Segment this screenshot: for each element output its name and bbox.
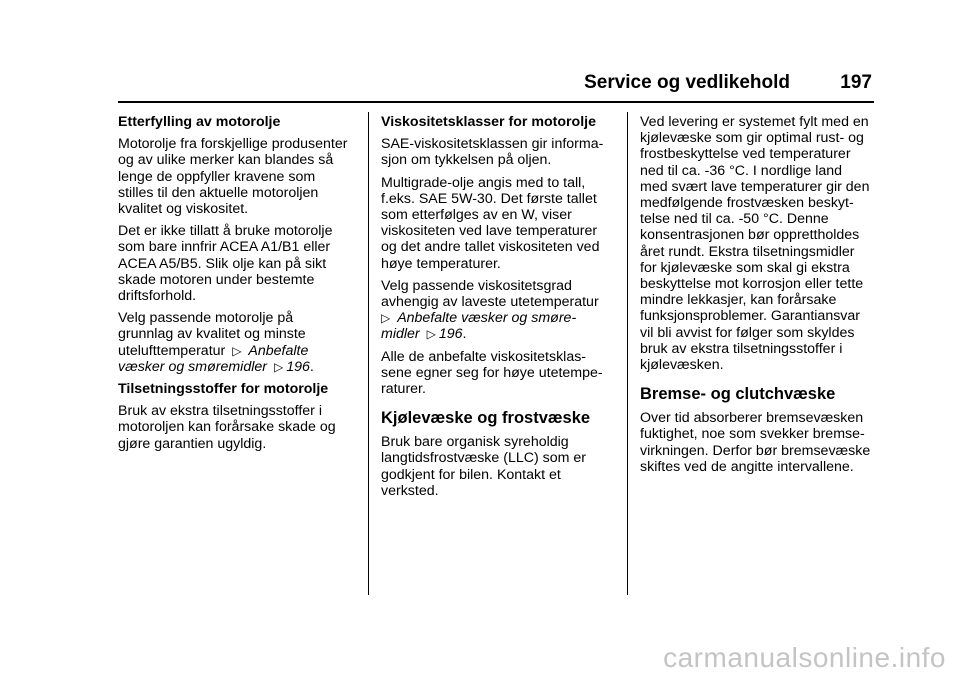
paragraph-oil-mixing: Motorolje fra forskjellige produsenter og av ulike merker kan blandes så lenge de oppfyller kravene som stilles til den aktuelle motoroljen kvalitet og viskositet.: [118, 136, 348, 218]
reference-arrow-icon: ▷: [426, 327, 436, 342]
reference-link[interactable]: væsker og smøremidler: [118, 358, 267, 375]
paragraph-sae: SAE-viskositetsklassen gir informa- sjon om tykkelsen på oljen.: [381, 136, 604, 169]
text-line: grunnlag av kvalitet og minste: [118, 326, 306, 343]
paragraph-acea: Det er ikke tillatt å bruke motorolje som bare innfrir ACEA A1/B1 eller ACEA A5/B5. Slik olje kan på sikt skade motoren under bestemte driftsforhold.: [118, 223, 333, 305]
reference-arrow-icon: ▷: [381, 311, 391, 326]
paragraph-coolant-delivery: Ved levering er systemet fylt med en kjølevæske som gir optimal rust- og frostbeskyttelse ved temperaturer ned til ca. -36 °C. I nordlige land med svært lave temperaturer gir den medfølgende frostvæsken beskyt- telse ned til ca. -50 °C. Denne konsentrasjonen bør opprettholdes året rundt. Ekstra tilsetningsmidler for kjølevæske som skal gi ekstra beskyttelse mot korrosjon eller tette mindre lekkasjer, kan forårsake funksjonsproblemer. Garantiansvar vil bli avvist for følger som skyldes bruk av ekstra tilsetningsstoffer i kjølevæsken.: [640, 114, 870, 374]
text-line: avhengig av laveste utetemperatur: [381, 294, 599, 311]
page-header-title: Service og vedlikehold: [584, 72, 790, 93]
paragraph-multigrade: Multigrade-olje angis med to tall, f.eks. SAE 5W-30. Det første tallet som etterfølges av en W, viser viskositeten ved lave temperaturer og det andre tallet viskositeten ved høye temperaturer.: [381, 174, 600, 272]
reference-arrow-icon: ▷: [232, 343, 242, 358]
heading-viscosity: Viskositetsklasser for motorolje: [381, 114, 597, 130]
column-2: [381, 114, 621, 505]
text-line: Velg passende motorolje på: [118, 310, 294, 327]
reference-page[interactable]: 196: [286, 358, 310, 375]
column-3: [640, 114, 880, 481]
paragraph-choose-viscosity: Velg passende viskositetsgrad avhengig av laveste utetemperatur ▷ Anbefalte væsker og smøre- midler ▷ 196.: [381, 277, 599, 343]
paragraph-all-viscosity: Alle de anbefalte viskositetsklas- sene egner seg for høye utetempe- raturer.: [381, 348, 603, 398]
heading-oil-top-up: Etterfylling av motorolje: [118, 114, 281, 130]
reference-page[interactable]: 196: [438, 326, 463, 343]
heading-brake-fluid: Bremse- og clutchvæske: [640, 385, 836, 404]
paragraph-choose-oil: Velg passende motorolje på grunnlag av kvalitet og minste utelufttemperatur ▷ Anbefalte væsker og smøremidler ▷ 196.: [118, 310, 314, 375]
text-line: Velg passende viskositetsgrad: [381, 277, 572, 294]
page-number: 197: [840, 72, 872, 93]
reference-arrow-icon: ▷: [273, 359, 284, 374]
heading-coolant: Kjølevæske og frostvæske: [381, 409, 591, 428]
reference-link[interactable]: Anbefalte væsker og smøre-: [397, 310, 577, 327]
paragraph-additives: Bruk av ekstra tilsetningsstoffer i motoroljen kan forårsake skade og gjøre garantien ugyldig.: [118, 403, 336, 452]
column-divider-1: [368, 112, 369, 595]
watermark-text: carmanualsonline.info: [663, 642, 946, 673]
reference-link[interactable]: Anbefalte: [248, 342, 309, 359]
heading-additives: Tilsetningsstoffer for motorolje: [118, 381, 329, 398]
column-divider-2: [627, 112, 628, 595]
reference-link[interactable]: midler: [381, 326, 420, 343]
paragraph-brake-fluid: Over tid absorberer bremsevæsken fuktighet, noe som svekker bremse- virkningen. Derfor bør bremsevæske skiftes ved de angitte intervallene.: [640, 410, 871, 475]
paragraph-coolant: Bruk bare organisk syreholdig langtidsfrostvæske (LLC) som er godkjent for bilen. Kontakt et verksted.: [381, 434, 586, 499]
header-rule: [118, 101, 874, 103]
text-line: utelufttemperatur: [118, 342, 226, 359]
column-1: [118, 114, 358, 458]
